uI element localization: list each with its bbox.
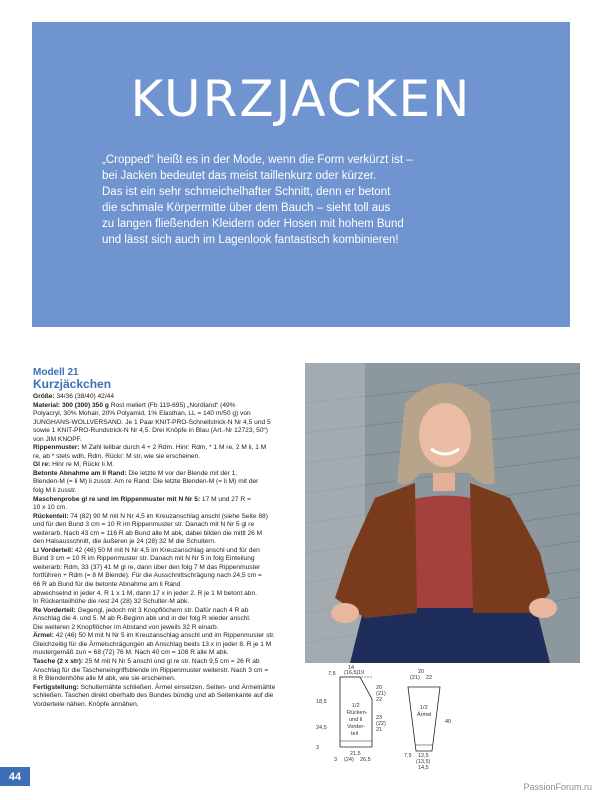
pattern-line-text: sowie 1 KNIT-PRO-Rundstrick-N Nr 4,5. Drei Knöpfe in Blau (Art.-Nr 12723, 50“) <box>33 427 268 435</box>
pattern-line-text: Schulternähte schließen. Ärmel einsetzen, Seiten- und Ärmelnähte <box>78 683 276 691</box>
pattern-line <box>33 632 295 641</box>
watermark: PassionForum.ru <box>523 782 592 792</box>
pattern-line <box>33 590 295 599</box>
pattern-line-text: Anschlag die 4. und 5. M ab R-Beginn abk und in der folg R wieder anschl. <box>33 615 251 623</box>
pattern-line-text: weiterarb: Rdm, 33 (37) 41 M gl re, dann über den folg 7 M das Rippenmuster <box>33 563 261 571</box>
model-name: Kurzjäckchen <box>33 377 112 391</box>
pattern-line-heading: Li Vorderteil: <box>33 546 74 554</box>
pattern-line-text: re, ab * stets wdh, Rdm. Rückr: M str, wie sie erscheinen. <box>33 452 201 460</box>
dim-sleeve-top-2: (21) <box>410 675 420 681</box>
panel-label-3: und li <box>349 717 363 723</box>
pattern-line <box>33 641 295 650</box>
dim-sleeve-top-3: 22 <box>426 675 433 681</box>
pattern-line-heading: Rippenmuster: <box>33 444 80 452</box>
pattern-line <box>33 513 295 522</box>
pattern-line-text: 17 M und 27 R = <box>200 495 251 503</box>
pattern-line-heading: Rückenteil: <box>33 512 69 520</box>
pattern-line <box>33 547 295 556</box>
dim-sleeve-bottom-3: 14,5 <box>418 765 429 771</box>
panel-label-2: Rücken- <box>347 710 368 716</box>
pattern-line <box>33 572 295 581</box>
size-schematic <box>300 665 590 783</box>
pattern-line <box>33 530 295 539</box>
pattern-line-heading: Größe: <box>33 393 55 400</box>
pattern-line-text: 8 R Blendenhöhe alle M abk, wie sie erscheinen. <box>33 675 176 683</box>
pattern-line <box>33 581 295 590</box>
pattern-line <box>33 444 295 453</box>
pattern-line <box>33 436 295 445</box>
pattern-line-text: Anschlag für die Tascheneingriffsblende im Rippenmuster weiterstr. Nach 3 cm = <box>33 666 269 674</box>
pattern-line-text: mustergemäß zun = 68 (72) 76 M. Nach 40 cm = 108 R alle M abk. <box>33 649 229 657</box>
pattern-line-text: In Rückenteilhöhe die rest 24 (28) 32 Schulter-M abk. <box>33 598 190 606</box>
intro-line: Das ist ein sehr schmeichelhafter Schnitt, denn er betont <box>102 186 391 198</box>
dim-right-top-3: 22 <box>376 697 383 703</box>
pattern-line <box>33 564 295 573</box>
pattern-line-text: 42 (46) 50 M mit N Nr 5 im Kreuzanschlag anschl und im Rippenmuster str. <box>53 632 275 640</box>
pattern-line-text: fortführen + Rdm (= 8 M Blende). Für die Ausschnittschrägung nach 24,5 cm = <box>33 572 262 580</box>
panel-label-1: 1/2 <box>352 703 360 709</box>
pattern-line-heading: Re Vorderteil: <box>33 606 76 614</box>
pattern-line-text: von JIM KNOPF. <box>33 435 82 443</box>
pattern-line <box>33 427 295 436</box>
pattern-line <box>33 675 295 684</box>
pattern-line <box>33 478 295 487</box>
intro-line: die schmale Körpermitte über dem Bauch – sieht toll aus <box>102 202 391 214</box>
pattern-line-text: 66 R ab Bund für die betonte Abnahme am li Rand <box>33 581 181 589</box>
dim-sleeve-height: 40 <box>445 719 452 725</box>
pattern-line-text: schließen. Taschen direkt oberhalb des Bundes bündig und ab Seitenkante auf die <box>33 692 274 700</box>
pattern-line <box>33 538 295 547</box>
pattern-line-text: 25 M mit N Nr 5 anschl und gl re str. Nach 9,5 cm = 26 R ab <box>83 657 260 665</box>
pattern-line-text: M Zahl teilbar durch 4 + 2 Rdm. Hinr: Rdm, * 1 M re, 2 M li, 1 M <box>79 444 267 452</box>
pattern-line-text: den Halsausschnitt, die äußeren je 24 (28) 32 M die Schultern. <box>33 538 216 546</box>
pattern-line <box>33 658 295 667</box>
pattern-instructions <box>33 367 295 709</box>
sleeve-label-2: Ärmel <box>417 712 432 718</box>
pattern-line <box>33 667 295 676</box>
pattern-line-text: 34/36 (38/40) 42/44 <box>54 393 115 400</box>
intro-text <box>102 152 512 248</box>
pattern-line-text: 42 (46) 50 M mit N Nr 4,5 im Kreuzanschlag anschl und für den <box>73 546 260 554</box>
pattern-line-text: 74 (82) 90 M mit N Nr 4,5 im Kreuzanschlag anschl (siehe Seite 88) <box>68 512 268 520</box>
pattern-line <box>33 615 295 624</box>
dim-left-1: 18,5 <box>316 699 327 705</box>
pattern-line-text: Bund 3 cm = 10 R im Rippenmuster str. Danach mit N Nr 5 in folg Einteilung <box>33 555 255 563</box>
dim-bottom-small: 3 <box>334 757 338 763</box>
pattern-line <box>33 684 295 693</box>
pattern-line <box>33 692 295 701</box>
pattern-line <box>33 701 295 710</box>
dim-left-small: 3 <box>316 745 320 751</box>
dim-neck-small: 7,5 <box>328 671 336 677</box>
pattern-line <box>33 393 295 402</box>
dim-right-mid-2: (22) <box>376 721 386 727</box>
pattern-line <box>33 410 295 419</box>
dim-bottom-3: 26,5 <box>360 757 371 763</box>
pattern-line-text: Die weiteren 2 Knopflöcher im Abstand von jeweils 32 R einarb. <box>33 623 219 631</box>
model-photo <box>305 363 580 663</box>
dim-sleeve-bottom-2: (13,5) <box>416 759 431 765</box>
intro-line: zu langen fließenden Kleidern oder Hosen mit hohem Bund <box>102 218 404 230</box>
pattern-line-text: und für den Bund 3 cm = 10 R im Rippenmuster str. Danach mit N Nr 5 gl re <box>33 521 255 529</box>
model-number: Modell 21 <box>33 367 79 378</box>
intro-panel <box>32 22 570 327</box>
pattern-line <box>33 419 295 428</box>
pattern-line <box>33 470 295 479</box>
sleeve-outline <box>408 687 440 751</box>
pattern-line-heading: Material: 300 (300) 350 g <box>33 401 109 409</box>
dim-bottom-2: (24) <box>344 757 354 763</box>
pattern-line-heading: Betonte Abnahme am li Rand: <box>33 469 127 477</box>
dim-right-top-2: (21) <box>376 691 386 697</box>
dim-body-top-3: 19 <box>358 670 365 676</box>
pattern-line-heading: Ärmel: <box>33 632 54 640</box>
pattern-line <box>33 461 295 470</box>
pattern-line-text: JUNGHANS-WOLLVERSAND. Je 1 Paar KNIT-PRO-Schnellstrick-N Nr 4,5 und 5 <box>33 418 271 426</box>
pattern-line-heading: Fertigstellung: <box>33 683 79 691</box>
pattern-line <box>33 453 295 462</box>
pattern-line <box>33 521 295 530</box>
pattern-line <box>33 402 295 411</box>
pattern-line-heading: Maschenprobe gl re und im Rippenmuster mit N Nr 5: <box>33 495 201 503</box>
pattern-line-text: folg M li zusstr. <box>33 487 77 495</box>
pattern-line-heading: Gl re: <box>33 461 51 469</box>
pattern-line-text: Vorderteile nähen. Knöpfe annähen. <box>33 700 139 708</box>
intro-line: bei Jacken bedeutet das meist taillenkurz oder kürzer. <box>102 170 377 182</box>
page-number: 44 <box>0 767 30 786</box>
pattern-line <box>33 555 295 564</box>
dim-sleeve-bottom-1: 12,5 <box>418 753 429 759</box>
dim-sleeve-top-1: 20 <box>418 669 425 675</box>
sleeve-label-1: 1/2 <box>420 705 428 711</box>
page-title: KURZJACKEN <box>130 70 472 128</box>
dim-right-mid-1: 23 <box>376 715 383 721</box>
dim-body-top-2: (16,5) <box>344 670 359 676</box>
pattern-lines <box>33 393 295 709</box>
pattern-line-heading: Tasche (2 x str): <box>33 657 84 665</box>
pattern-line <box>33 487 295 496</box>
pattern-line-text: Polyacryl, 30% Mohair, 20% Polyamid, 1% Elasthan, LL = 140 m/50 g) von <box>33 410 251 418</box>
panel-label-4: Vorder- <box>347 724 366 730</box>
pattern-line <box>33 598 295 607</box>
pattern-line <box>33 504 295 513</box>
pattern-line <box>33 607 295 616</box>
dim-sleeve-left: 7,5 <box>404 753 412 759</box>
pattern-line-text: Die letzte M vor der Blende mit der 1. <box>126 469 238 477</box>
dim-left-2: 24,5 <box>316 725 327 731</box>
pattern-line <box>33 649 295 658</box>
pattern-line-text: Rost meliert (Fb 119-695) „Nordland“ (49% <box>108 401 236 409</box>
pattern-line-text: Blenden-M (= li M) li zusstr. Am re Rand: Die letzte Blenden-M (= li M) mit der <box>33 478 259 486</box>
dim-bottom-1: 21,5 <box>350 751 361 757</box>
pattern-line-text: weiterarb. Nach 43 cm = 116 R ab Bund alle M abk, dabei bilden die mittl 26 M <box>33 529 263 537</box>
model-photo-illustration <box>305 363 580 663</box>
pattern-line-text: Hinr re M, Rückr li M. <box>50 461 114 469</box>
panel-label-5: teil <box>351 731 359 737</box>
dim-right-top-1: 20 <box>376 685 383 691</box>
pattern-line-text: Gleichzeitig für die Ärmelschrägungen ab Anschlag beids 13 x in jeder 8. R je 1 M <box>33 640 272 648</box>
intro-line: „Cropped“ heißt es in der Mode, wenn die Form verkürzt ist – <box>102 154 413 166</box>
dim-body-top: 14 <box>348 665 355 671</box>
pattern-line-text: 10 x 10 cm. <box>33 504 68 512</box>
pattern-line-text: Gegengl, jedoch mit 3 Knopflöchern str. Dafür nach 4 R ab <box>75 606 249 614</box>
dim-right-mid-3: 21 <box>376 727 383 733</box>
intro-line: und lässt sich auch im Lagenlook fantastisch kombinieren! <box>102 234 399 246</box>
pattern-line-text: abwechselnd in jeder 4. R 1 x 1 M, dann 17 x in jeder 2. R je 1 M betont abn. <box>33 589 257 597</box>
pattern-line <box>33 496 295 505</box>
